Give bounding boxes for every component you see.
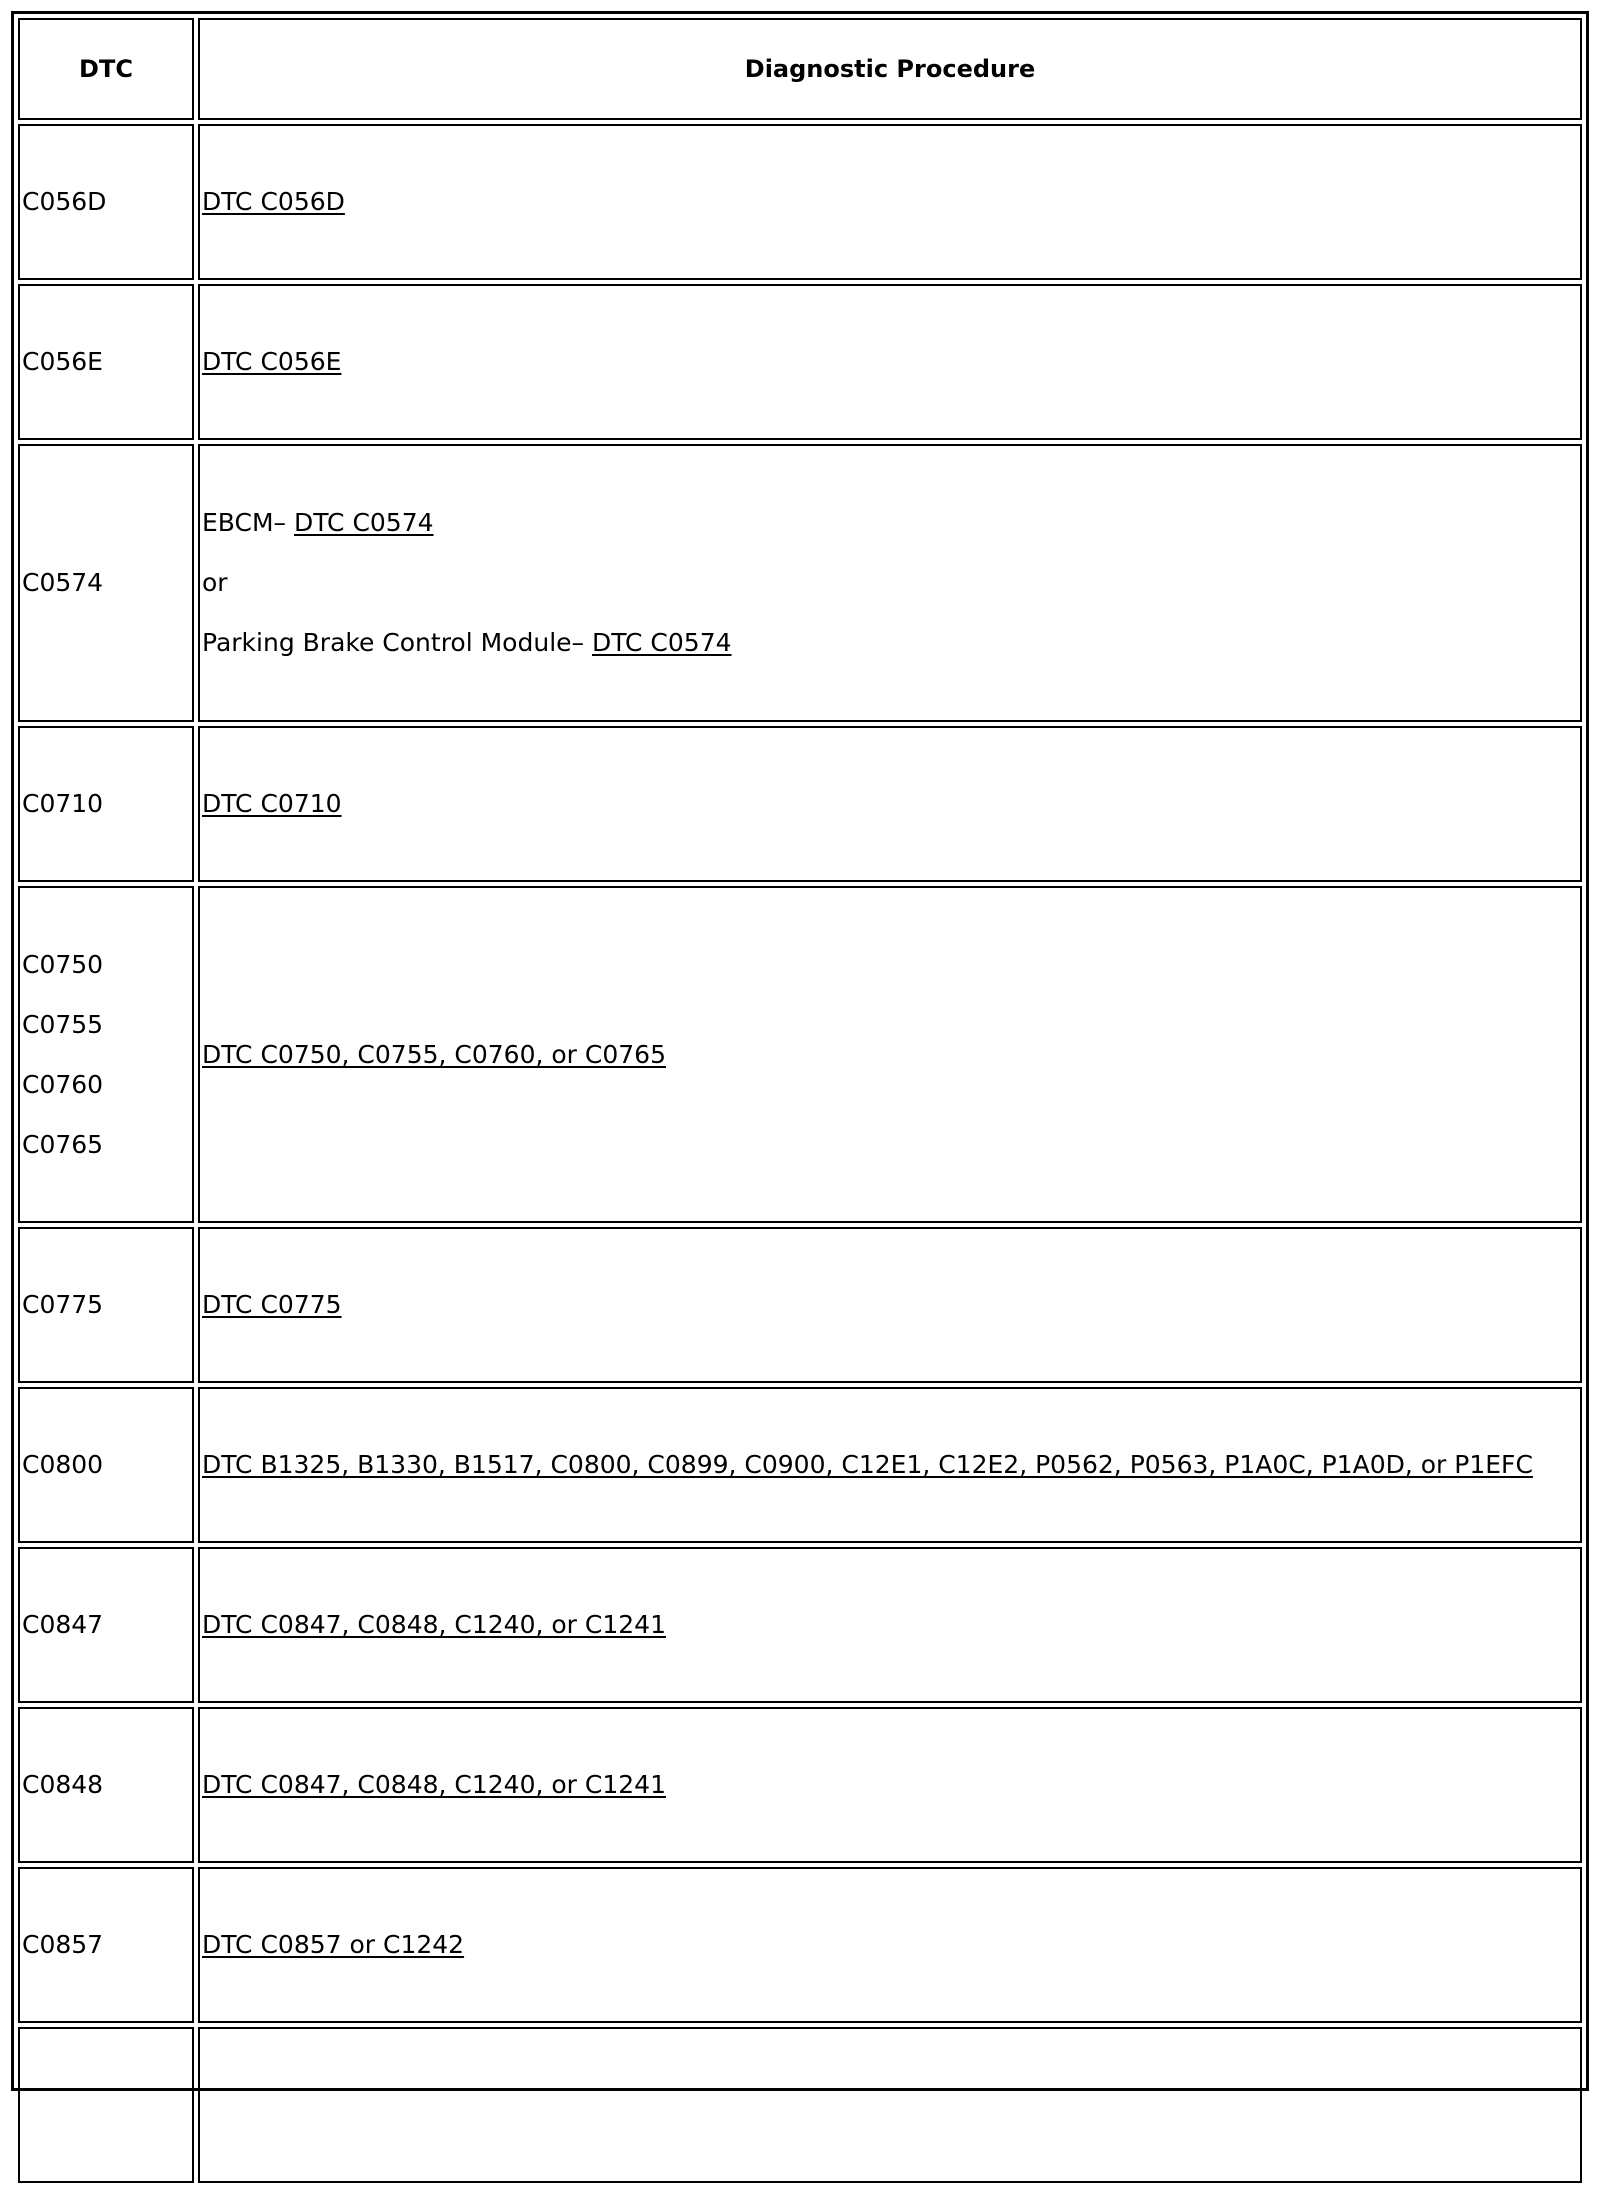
procedure-link[interactable]: DTC C056E bbox=[202, 347, 342, 376]
dtc-code: C0760 bbox=[22, 1069, 104, 1099]
dtc-code: C0710 bbox=[22, 789, 104, 818]
table-body bbox=[18, 124, 1582, 2183]
procedure-cell bbox=[198, 1227, 1582, 1383]
procedure-line bbox=[202, 1915, 1578, 1975]
dtc-cell bbox=[18, 886, 194, 1223]
procedure-link[interactable]: DTC C0574 bbox=[591, 628, 732, 657]
dtc-code: C0775 bbox=[22, 1290, 104, 1319]
dtc-code: C0857 bbox=[22, 1930, 104, 1959]
procedure-line bbox=[202, 613, 1578, 673]
procedure-line bbox=[202, 172, 1578, 232]
table-row bbox=[18, 444, 1582, 722]
dtc-cell bbox=[18, 124, 194, 280]
dtc-code: C0574 bbox=[22, 568, 104, 597]
procedure-line bbox=[202, 1755, 1578, 1815]
table-header-row bbox=[18, 18, 1582, 120]
procedure-cell bbox=[198, 1387, 1582, 1543]
procedure-cell bbox=[198, 124, 1582, 280]
procedure-cell bbox=[198, 444, 1582, 722]
procedure-cell bbox=[198, 1867, 1582, 2023]
dtc-code: C0847 bbox=[22, 1610, 104, 1639]
procedure-text: EBCM– bbox=[202, 508, 294, 537]
dtc-code: C0848 bbox=[22, 1770, 104, 1799]
table-row bbox=[18, 1227, 1582, 1383]
dtc-code: C056D bbox=[22, 187, 107, 216]
procedure-cell bbox=[198, 726, 1582, 882]
procedure-cell bbox=[198, 886, 1582, 1223]
dtc-cell bbox=[18, 1227, 194, 1383]
dtc-code: C056E bbox=[22, 347, 103, 376]
dtc-cell bbox=[18, 1387, 194, 1543]
procedure-line bbox=[202, 332, 1578, 392]
header-diagnostic-procedure: Diagnostic Procedure bbox=[198, 18, 1582, 120]
procedure-cell bbox=[198, 2027, 1582, 2183]
procedure-line bbox=[202, 1435, 1578, 1495]
header-dtc: DTC bbox=[18, 18, 194, 120]
table-row bbox=[18, 1387, 1582, 1543]
dtc-cell bbox=[18, 2027, 194, 2183]
procedure-line bbox=[202, 1275, 1578, 1335]
procedure-link[interactable]: DTC C0710 bbox=[202, 789, 342, 818]
procedure-text: or bbox=[202, 568, 228, 597]
dtc-cell bbox=[18, 726, 194, 882]
dtc-code: C0765 bbox=[22, 1129, 104, 1159]
dtc-cell bbox=[18, 284, 194, 440]
procedure-cell bbox=[198, 1707, 1582, 1863]
procedure-link[interactable]: DTC C0775 bbox=[202, 1290, 342, 1319]
procedure-line bbox=[202, 1025, 1578, 1085]
table-row bbox=[18, 1707, 1582, 1863]
table-row bbox=[18, 124, 1582, 280]
dtc-table bbox=[14, 14, 1586, 2187]
procedure-link[interactable]: DTC C056D bbox=[202, 187, 345, 216]
procedure-link[interactable]: DTC C0857 or C1242 bbox=[202, 1930, 465, 1959]
procedure-link[interactable]: DTC C0574 bbox=[293, 508, 434, 537]
dtc-code: C0750 bbox=[22, 949, 104, 979]
procedure-line bbox=[202, 493, 1578, 553]
procedure-line bbox=[202, 1595, 1578, 1655]
procedure-link[interactable]: DTC B1325, B1330, B1517, C0800, C0899, C0900, C12E1, C12E2, P0562, P0563, P1A0C, P1A0D, or P1EFC bbox=[202, 1450, 1533, 1479]
dtc-code: C0755 bbox=[22, 1009, 104, 1039]
procedure-cell bbox=[198, 1547, 1582, 1703]
procedure-link[interactable]: DTC C0750, C0755, C0760, or C0765 bbox=[202, 1039, 666, 1069]
procedure-cell bbox=[198, 284, 1582, 440]
table-row bbox=[18, 886, 1582, 1223]
dtc-code: C0800 bbox=[22, 1450, 104, 1479]
procedure-line bbox=[202, 553, 1578, 613]
table-row bbox=[18, 726, 1582, 882]
table-row bbox=[18, 2027, 1582, 2183]
dtc-cell bbox=[18, 1707, 194, 1863]
procedure-line bbox=[202, 774, 1578, 834]
table-row bbox=[18, 284, 1582, 440]
table-row bbox=[18, 1547, 1582, 1703]
table-row bbox=[18, 1867, 1582, 2023]
dtc-cell bbox=[18, 444, 194, 722]
procedure-link[interactable]: DTC C0847, C0848, C1240, or C1241 bbox=[202, 1610, 666, 1639]
dtc-cell bbox=[18, 1867, 194, 2023]
procedure-link[interactable]: DTC C0847, C0848, C1240, or C1241 bbox=[202, 1770, 666, 1799]
procedure-text: Parking Brake Control Module– bbox=[202, 628, 592, 657]
dtc-cell bbox=[18, 1547, 194, 1703]
